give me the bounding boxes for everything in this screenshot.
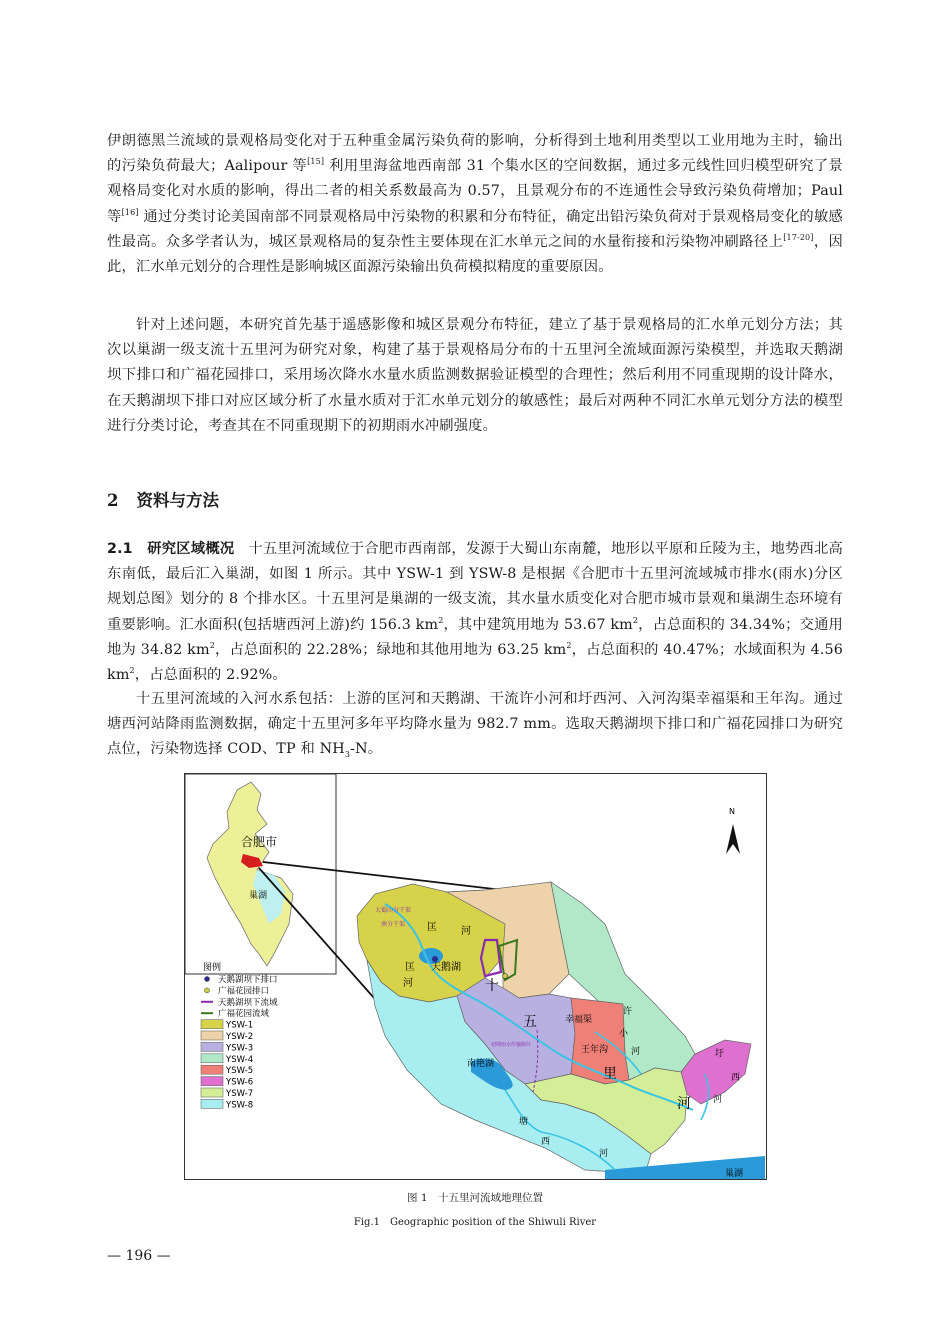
label-kuanghe-he-2: 河: [403, 978, 413, 989]
label-initial-runoff: 初期雨水传输路径: [491, 1042, 532, 1048]
legend-label: YSW-2: [226, 1032, 254, 1042]
label-kuanghe-2: 匡: [405, 962, 415, 973]
label-dashu-canal: 大蜀山分干渠: [375, 907, 412, 914]
zone-ysw-5: [571, 998, 629, 1084]
label-kuanghe-he-1: 河: [461, 926, 471, 937]
label-he-main: 河: [677, 1096, 691, 1112]
label-xiaohe-he: 河: [631, 1047, 641, 1057]
legend-swatch: [201, 1054, 223, 1063]
north-label: N: [729, 807, 735, 816]
label-tangxi-xi: 西: [541, 1137, 551, 1147]
legend-label: YSW-7: [226, 1089, 254, 1099]
legend-label: YSW-3: [226, 1043, 254, 1054]
map-legend: [201, 961, 278, 1110]
legend-title: 图例: [203, 963, 222, 973]
legend-item: [201, 1099, 253, 1110]
label-li: 里: [603, 1066, 617, 1082]
legend-label: YSW-8: [226, 1100, 254, 1111]
legend-label: 天鹅湖坝下排口: [218, 975, 278, 985]
legend-swatch: [201, 1088, 223, 1097]
inset-city-label: 合肥市: [241, 835, 278, 849]
inset-lake-label: 巢湖: [249, 891, 268, 901]
citation-16: [16]: [121, 207, 139, 217]
legend-label: YSW-1: [226, 1020, 254, 1031]
legend-item: [205, 974, 278, 985]
label-tangxihe-he: 河: [599, 1149, 609, 1159]
legend-item: [201, 1077, 253, 1088]
intro-paragraph: 伊朗德黑兰流域的景观格局变化对于五种重金属污染负荷的影响，分析得到土地利用类型以工业用地为主时，输出的污染负荷最大；Aalipour 等[15] 利用里海盆地西南部 31 个集水区的空间数据，通过多元线性回归模型研究了景观格局变化对水质的影响，得出二者的相关系数最高为 0.57，且景观分布的不连通性会导致污染负荷增加；Paul 等[16] 通过分类讨论美国南部不同景观格局中污染物的积累和分布特征，确定出铅污染负荷对于景观格局变化的敏感性最高。众多学者认为，城区景观格局的复杂性主要体现在汇水单元之间的水量衔接和污染物冲刷路径上[17-20]，因此，汇水单元划分的合理性是影响城区面源污染输出负荷模拟精度的重要原因。: [107, 133, 843, 276]
label-shi: 十: [485, 978, 499, 994]
study-area-paragraph: 2.1 研究区域概况 十五里河流域位于合肥市西南部，发源于大蜀山东南麓，地形以平原和丘陵为主，地势西北高东南低，最后汇入巢湖，如图 1 所示。其中 YSW-1 到 YSW-8 是根据《合肥市十五里河流域城市排水(雨水)分区规划总图》划分的 8 个排水区。十五里河是巢湖的一级支流，其水量水质变化对合肥市城市景观和巢湖生态环境有重要影响。汇水面积(包括塘西河上游)约 156.3 $km^2$，其中建筑用地为 53.67 $km^2$，占总面积的 34.34%；交通用地为 34.82 $km^2$，占总面积的 22.28%；绿地和其他用地为 63.25 $km^2$，占总面积的 40.47%；水域面积为 4.56 $km^2$，占总面积的 2.92%。: [107, 541, 844, 684]
legend-item: [201, 997, 278, 1008]
figure-1-map: [184, 773, 767, 1180]
legend-item: [201, 1031, 253, 1042]
map-svg: [185, 774, 766, 1179]
legend-swatch: [201, 1099, 223, 1108]
legend-item: [201, 1054, 253, 1065]
label-tianehu: 天鹅湖: [431, 962, 461, 973]
legend-swatch: [205, 977, 210, 982]
figure-caption-en: Fig.1 Geographic position of the Shiwuli River: [353, 1217, 597, 1228]
label-xu: 许: [623, 1007, 633, 1017]
legend-swatch: [205, 988, 210, 993]
legend-label: YSW-5: [226, 1066, 254, 1077]
label-xiao: 小: [619, 1029, 629, 1039]
legend-swatch: [201, 1042, 223, 1051]
legend-swatch: [201, 1077, 223, 1086]
legend-label: YSW-4: [226, 1054, 254, 1065]
label-nanfei-canal: 南分干渠: [381, 921, 406, 928]
label-nanyanhu: 南艳湖: [467, 1059, 495, 1069]
label-wu: 五: [523, 1014, 537, 1030]
figure-caption-cn: 图 1 十五里河流域地理位置: [406, 1192, 544, 1204]
legend-label: YSW-6: [226, 1077, 254, 1088]
section-heading: 2 资料与方法: [107, 491, 219, 510]
legend-item: [201, 1042, 253, 1053]
citation-17-20: [17-20]: [783, 232, 814, 242]
legend-item: [201, 1020, 253, 1031]
aims-paragraph: 针对上述问题，本研究首先基于遥感影像和城区景观分布特征，建立了基于景观格局的汇水单元划分方法；其次以巢湖一级支流十五里河为研究对象，构建了基于景观格局分布的十五里河全流域面源污染模型，并选取天鹅湖坝下排口和广福花园排口，采用场次降水水量水质监测数据验证模型的合理性；然后利用不同重现期的设计降水，在天鹅湖坝下排口对应区域分析了水量水质对于汇水单元划分的敏感性；最后对两种不同汇水单元划分方法的模型进行分类讨论，考查其在不同重现期下的初期雨水冲刷强度。: [107, 317, 843, 434]
label-weixi-xi: 西: [731, 1073, 741, 1083]
legend-item: [205, 985, 270, 996]
legend-label: 天鹅湖坝下流域: [218, 997, 278, 1008]
legend-swatch: [201, 1065, 223, 1074]
label-wei: 圩: [715, 1049, 725, 1059]
label-kuanghe-1: 匡: [427, 922, 437, 933]
label-wangniangou: 王年沟: [581, 1045, 609, 1055]
guangfu-outlet-marker: [503, 974, 508, 979]
label-xingfuqu: 幸福渠: [565, 1015, 593, 1025]
legend-item: [201, 1008, 270, 1019]
legend-item: [201, 1088, 253, 1099]
water-system-paragraph: 十五里河流域的入河水系包括：上游的匡河和天鹅湖、干流许小河和圩西河、入河沟渠幸福渠和王年沟。通过塘西河站降雨监测数据，确定十五里河多年平均降水量为 982.7 mm。选取天鹅湖坝下排口和广福花园排口为研究点位，污染物选择 COD、TP 和 $NH_3-N$。: [107, 691, 843, 760]
label-tang: 塘: [519, 1117, 529, 1127]
label-weixihe-he: 河: [713, 1095, 723, 1105]
page-number: — 196 —: [107, 1248, 171, 1264]
north-arrow-icon: [726, 824, 740, 854]
legend-label: 广福花园流域: [218, 1009, 270, 1020]
label-chaohu: 巢湖: [725, 1169, 744, 1179]
legend-label: 广福花园排口: [218, 986, 270, 997]
legend-swatch: [201, 1020, 223, 1029]
legend-swatch: [201, 1031, 223, 1040]
citation-15: [15]: [307, 157, 325, 167]
legend-item: [201, 1065, 253, 1076]
